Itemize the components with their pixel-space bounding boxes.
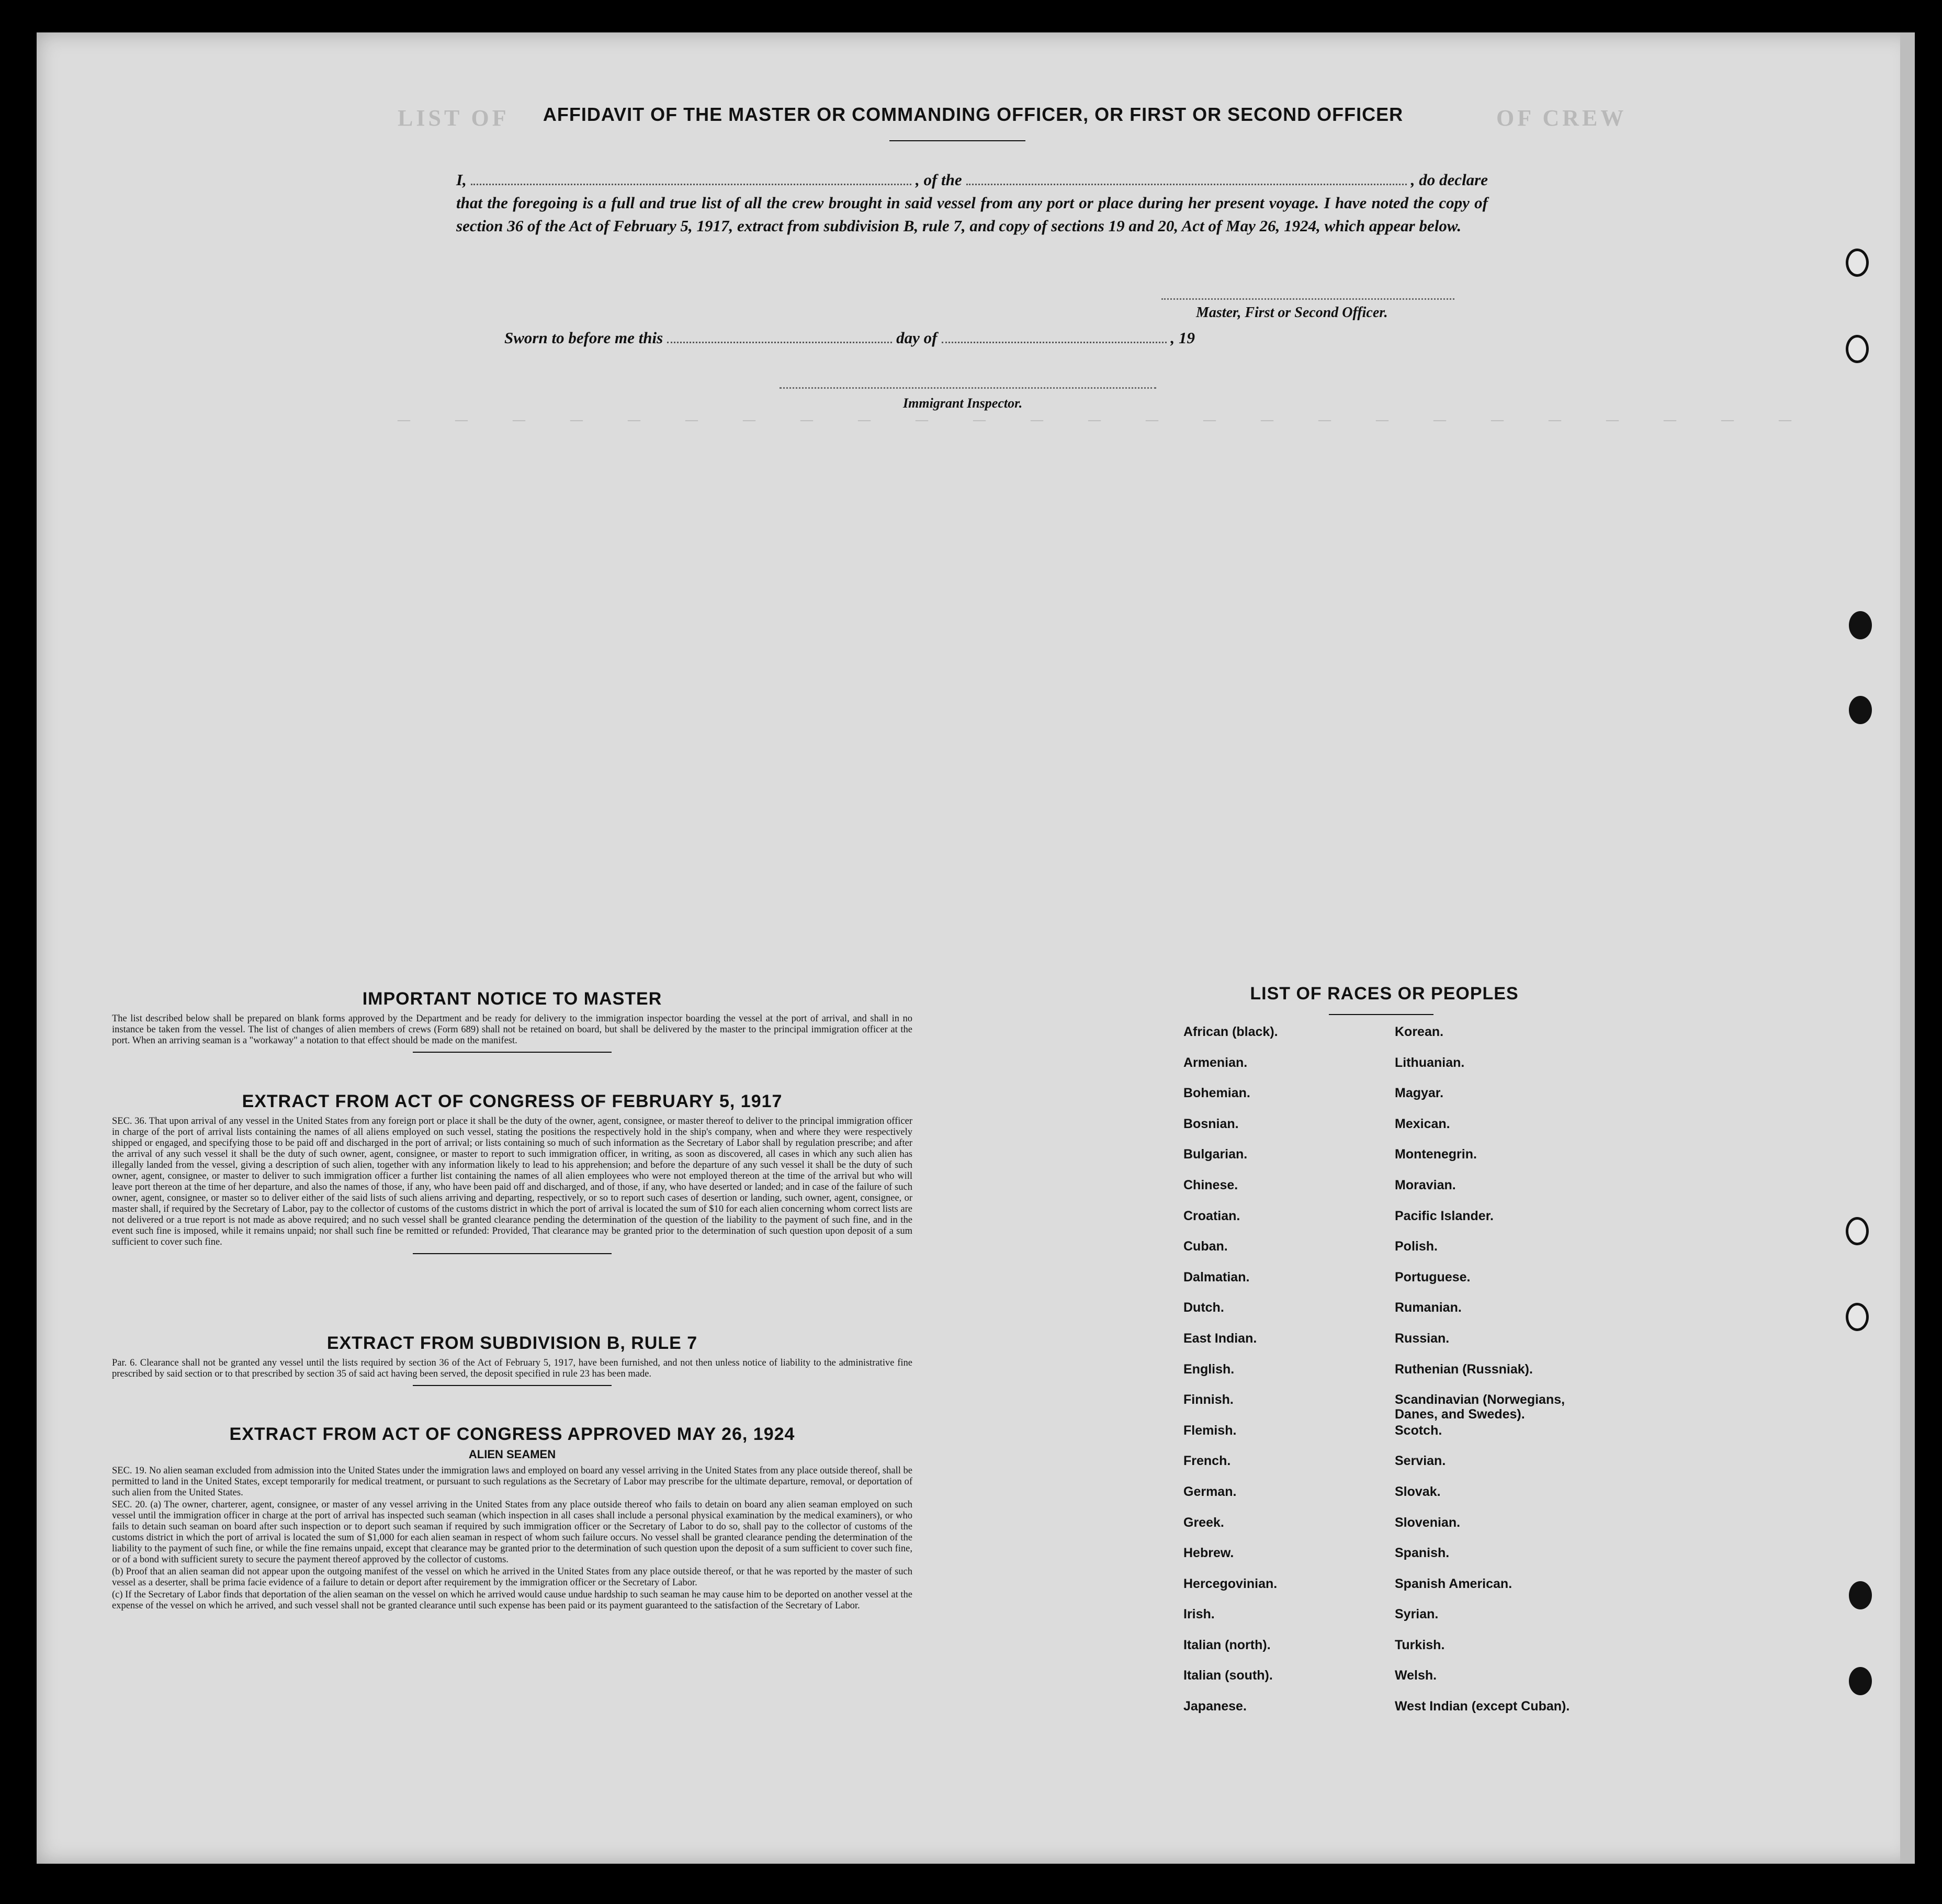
race-item: Bulgarian. — [1183, 1147, 1248, 1162]
notice-section — [112, 989, 912, 1053]
notice-text: The list described below shall be prepared on blank forms approved by the Department and be ready for delivery to the immigration inspector boarding the vessel at the port of arrival, and shall in no instance be taken from the vessel. The list of changes of alien members of crews (Form 689) shall not be retained on board, but shall be delivered by the master to the principal immigration officer at the port. When an arriving seaman is a "workaway" a notation to that effect should be made on the manifest. — [112, 1013, 912, 1046]
race-item: Hebrew. — [1183, 1546, 1234, 1561]
race-item: Italian (north). — [1183, 1637, 1271, 1652]
bleed-through-text: LIST OF — [398, 105, 510, 131]
race-item: Welsh. — [1395, 1668, 1437, 1683]
extract-1924-paragraph: SEC. 20. (a) The owner, charterer, agent, consignee, or master of any vessel arriving in the United States from any place outside thereof who fails to detain on board any alien seaman employed on such vessel until the immigration officer in charge at the port of arrival has inspected such seaman (which inspection in all cases shall include a personal physical examination by the medical examiners), or who fails to detain such seaman on board after such inspection or to deport such seaman if required by such immigration officer or the Secretary of Labor to do so, shall pay to the collector of customs of the customs district in which the port of arrival is located the sum of $1,000 for each alien seaman in respect of whom such failure occurs. No vessel shall be granted clearance pending the determination of the liability to the payment of such fine, or while the fine remains unpaid, except that clearance may be granted prior to the determination of such question upon the deposit of a sum sufficient to cover such fine, or of a bond with sufficient surety to secure the payment thereof approved by the collector of customs. — [112, 1500, 912, 1565]
race-item: Syrian. — [1395, 1607, 1439, 1622]
vessel-blank[interactable] — [966, 173, 1407, 185]
race-item: French. — [1183, 1454, 1231, 1469]
race-item: Turkish. — [1395, 1637, 1445, 1652]
binder-hole — [1849, 696, 1872, 724]
divider — [413, 1385, 612, 1386]
divider — [889, 140, 1025, 141]
extract-rule7-title: EXTRACT FROM SUBDIVISION B, RULE 7 — [326, 1333, 698, 1353]
race-item: Korean. — [1395, 1024, 1444, 1039]
race-item: Croatian. — [1183, 1208, 1240, 1223]
divider — [413, 1253, 612, 1254]
extract-1917-text: SEC. 36. That upon arrival of any vessel in the United States from any foreign port or place it shall be the duty of the owner, agent, consignee, or master thereof to deliver to the principal immigration officer in charge of the port of arrival lists containing the names of all aliens employed on such vessel, stating the positions the respectively hold in the ship's company, when and where they were respectively shipped or engaged, and specifying those to be paid off and discharged in the port of arrival; or lists containing so much of such information as the Secretary of Labor shall by regulation prescribe; and after the arrival of any such vessel it shall be the duty of such owner, agent, consignee, or master to report to such immigration officer, in writing, as soon as discovered, all cases in which any such alien has illegally landed from the vessel, giving a description of such alien, together with any information likely to lead to his apprehension; and before the departure of any such vessel it shall be the duty of such owner, agent, consignee, or master to deliver to such immigration officer a further list containing the names of all alien employees who were not employed thereon at the time of the arrival but who will leave port thereon at the time of her departure, and also the names of those, if any, who have been paid off and discharged, and of those, if any, who have deserted or landed; and in case of the failure of such owner, agent, consignee, or master so to deliver either of the said lists of such aliens arriving and departing, respectively, or so to report such cases of desertion or landing, such owner, agent, consignee, or master shall, if required by the Secretary of Labor, pay to the collector of customs of the customs district in which the port of arrival is located the sum of $10 for each alien concerning whom correct lists are not delivered or a true report is not made as above required; and no such vessel shall be granted clearance pending the determination of the question of the liability to the payment of such fine, and in the event such fine is imposed, while it remains unpaid; nor shall such fine be remitted or refunded: Provided, That clearance may be granted prior to the determination of such question upon deposit of a sum sufficient to cover such fine. — [112, 1116, 912, 1247]
race-item: Pacific Islander. — [1395, 1208, 1494, 1223]
extract-1924-paragraph: (b) Proof that an alien seaman did not appear upon the outgoing manifest of the vessel on which he arrived in the United States from any place outside thereof, or that he was reported by the master of such vessel as a deserter, shall be prima facie evidence of a failure to detain or deport after requirement by the immigration officer or the Secretary of Labor. — [112, 1567, 912, 1588]
extract-1924-paragraph: (c) If the Secretary of Labor finds that deportation of the alien seaman on the vessel on which he arrived would cause undue hardship to such seaman he may cause him to be deported on another vessel at the expense of the vessel on which he arrived, and such vessel shall not be granted clearance until such expense has been paid or its payment guaranteed to the satisfaction of the Secretary of Labor. — [112, 1590, 912, 1611]
race-item: Portuguese. — [1395, 1269, 1471, 1285]
name-blank[interactable] — [471, 173, 911, 185]
races-right-column — [1395, 1024, 1594, 1730]
race-item: Armenian. — [1183, 1055, 1248, 1070]
inspector-label: Immigrant Inspector. — [903, 396, 1023, 411]
binder-hole — [1846, 335, 1869, 363]
race-item: Spanish American. — [1395, 1576, 1512, 1591]
bleed-through-text: — — — — — — — — — — — — — — — — — — — — — — — — — — [398, 413, 1812, 427]
race-item: Irish. — [1183, 1607, 1215, 1622]
affidavit-title: AFFIDAVIT OF THE MASTER OR COMMANDING OFFICER, OR FIRST OR SECOND OFFICER — [543, 104, 1404, 125]
race-item: Cuban. — [1183, 1239, 1228, 1254]
race-item: Scotch. — [1395, 1423, 1442, 1438]
extract-rule7-section — [112, 1333, 912, 1386]
inspector-signature-line[interactable] — [780, 387, 1156, 389]
divider — [413, 1052, 612, 1053]
binder-hole — [1846, 1217, 1869, 1245]
binder-hole — [1846, 249, 1869, 277]
signature-line[interactable] — [1161, 298, 1454, 300]
sworn-year: , 19 — [1170, 329, 1195, 347]
races-left-column — [1183, 1024, 1361, 1730]
race-item: Flemish. — [1183, 1423, 1237, 1438]
race-item: Montenegrin. — [1395, 1147, 1477, 1162]
race-item: Moravian. — [1395, 1177, 1456, 1192]
divider — [1329, 1014, 1433, 1015]
race-item: Scandinavian (Norwegians, Danes, and Swedes). — [1395, 1392, 1565, 1422]
declaration-i: I, — [456, 171, 467, 189]
declaration-of-the: , of the — [915, 171, 962, 189]
race-item: Slovak. — [1395, 1484, 1441, 1499]
race-item: Ruthenian (Russniak). — [1395, 1361, 1533, 1377]
race-item: Polish. — [1395, 1239, 1438, 1254]
race-item: East Indian. — [1183, 1331, 1257, 1346]
race-item: Russian. — [1395, 1331, 1450, 1346]
races-title: LIST OF RACES OR PEOPLES — [1250, 984, 1519, 1004]
race-item: African (black). — [1183, 1024, 1278, 1039]
notice-title: IMPORTANT NOTICE TO MASTER — [362, 989, 662, 1009]
bleed-through-text: OF CREW — [1496, 105, 1627, 131]
extract-1924-paragraph: SEC. 19. No alien seaman excluded from admission into the United States under the immigration laws and employed on board any vessel arriving in the United States from any place outside thereof, shall be permitted to land in the United States, except temporarily for medical treatment, or pursuant to such regulations as the Secretary of Labor may prescribe for the ultimate departure, removal, or deportation of such alien from the United States. — [112, 1466, 912, 1498]
race-item: Bosnian. — [1183, 1116, 1239, 1131]
sworn-day-of: day of — [896, 329, 938, 347]
month-blank[interactable] — [942, 331, 1167, 343]
race-item: Finnish. — [1183, 1392, 1234, 1407]
extract-1917-title: EXTRACT FROM ACT OF CONGRESS OF FEBRUARY 5, 1917 — [242, 1091, 783, 1111]
race-item: West Indian (except Cuban). — [1395, 1699, 1570, 1714]
signature-label: Master, First or Second Officer. — [1196, 305, 1388, 321]
race-item: Lithuanian. — [1395, 1055, 1465, 1070]
race-item: Bohemian. — [1183, 1086, 1250, 1101]
race-item: Spanish. — [1395, 1546, 1450, 1561]
race-item: Slovenian. — [1395, 1515, 1461, 1530]
binder-hole — [1849, 1581, 1872, 1609]
binder-hole — [1846, 1303, 1869, 1331]
binder-hole — [1849, 611, 1872, 639]
extract-1924-subtitle: ALIEN SEAMEN — [468, 1448, 556, 1461]
sworn-prefix: Sworn to before me this — [504, 329, 663, 347]
race-item: Japanese. — [1183, 1699, 1247, 1714]
declaration-text: that the foregoing is a full and true list of all the crew brought in said vessel from any port or place during her present voyage. I have noted the copy of section 36 of the Act of February 5, 1917, extract from subdivision B, rule 7, and copy of sections 19 and 20, Act of May 26, 1924, which appear below. — [456, 194, 1488, 235]
race-item: Dalmatian. — [1183, 1269, 1250, 1285]
race-item: Servian. — [1395, 1454, 1446, 1469]
race-item: Magyar. — [1395, 1086, 1444, 1101]
race-item: Rumanian. — [1395, 1300, 1462, 1315]
race-item: Greek. — [1183, 1515, 1224, 1530]
race-item: English. — [1183, 1361, 1235, 1377]
race-item: Italian (south). — [1183, 1668, 1273, 1683]
extract-1917-section — [112, 1091, 912, 1254]
race-item: Chinese. — [1183, 1177, 1238, 1192]
race-item: Mexican. — [1395, 1116, 1450, 1131]
affidavit-body — [456, 168, 1488, 238]
race-item: German. — [1183, 1484, 1237, 1499]
extract-1924-title: EXTRACT FROM ACT OF CONGRESS APPROVED MAY 26, 1924 — [229, 1424, 795, 1444]
race-item: Dutch. — [1183, 1300, 1224, 1315]
declaration-line — [456, 168, 1488, 191]
extract-1924-section — [112, 1424, 912, 1612]
extract-rule7-text: Par. 6. Clearance shall not be granted any vessel until the lists required by section 36 of the Act of February 5, 1917, have been furnished, and not then unless notice of liability to the administrative fine prescribed by said section or to that prescribed by section 35 of said act having been served, the deposit specified in rule 23 has been made. — [112, 1358, 912, 1379]
race-item: Hercegovinian. — [1183, 1576, 1278, 1591]
day-blank[interactable] — [667, 331, 892, 343]
binder-hole — [1849, 1667, 1872, 1695]
declaration-end: , do declare — [1410, 171, 1488, 189]
sheet-edge — [1900, 32, 1915, 1864]
sworn-line — [504, 329, 1195, 347]
